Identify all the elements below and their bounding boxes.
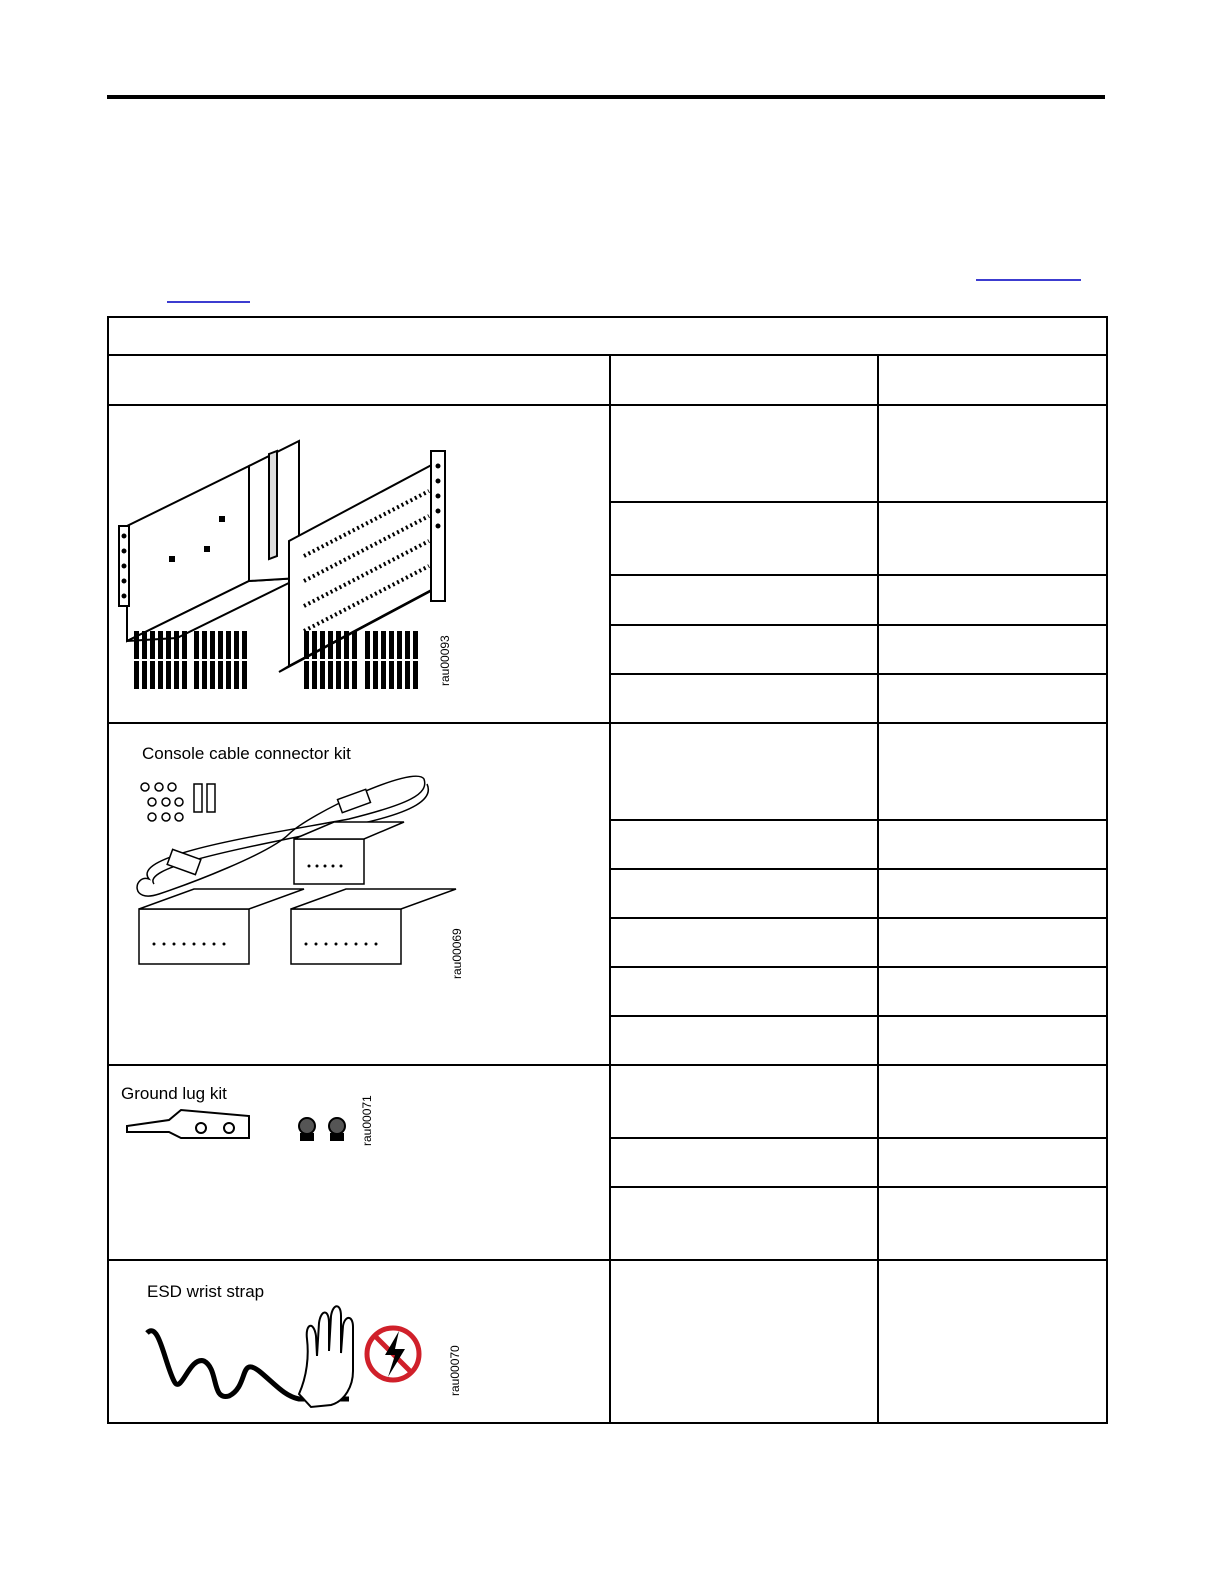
table-cell xyxy=(878,1260,1107,1423)
table-cell xyxy=(610,1016,878,1065)
table-cell xyxy=(878,1016,1107,1065)
table-cell xyxy=(878,1138,1107,1187)
esd-strap-cell xyxy=(108,1260,610,1423)
ground-lug-kit-caption: Ground lug kit xyxy=(121,1084,227,1103)
cross-reference-link-continued[interactable] xyxy=(167,301,250,303)
table-cell xyxy=(610,405,878,502)
table-cell xyxy=(610,967,878,1016)
table-cell xyxy=(610,575,878,625)
table-cell xyxy=(878,1065,1107,1138)
ground-lug-kit-figure-code: rau00071 xyxy=(360,1095,374,1146)
console-kit-figure-code: rau00069 xyxy=(450,928,464,979)
no-static-symbol-icon xyxy=(367,1328,419,1380)
table-title-row xyxy=(108,317,1107,355)
table-cell xyxy=(878,967,1107,1016)
table-cell xyxy=(878,1187,1107,1260)
table-cell xyxy=(878,723,1107,820)
table-row xyxy=(108,1065,1107,1138)
rack-mount-kit-cell xyxy=(108,405,610,723)
table-cell xyxy=(878,820,1107,869)
cross-reference-link[interactable] xyxy=(976,279,1081,281)
console-kit-cell xyxy=(108,723,610,1065)
table-cell xyxy=(610,674,878,723)
table-row xyxy=(108,723,1107,820)
table-cell xyxy=(878,405,1107,502)
header-cell-item xyxy=(108,355,610,405)
table-cell xyxy=(878,625,1107,674)
rack-mount-kit-illustration xyxy=(109,406,609,722)
table-cell xyxy=(610,1065,878,1138)
table-cell xyxy=(878,502,1107,575)
table-cell xyxy=(878,575,1107,625)
table-cell xyxy=(610,1138,878,1187)
console-kit-illustration xyxy=(109,724,609,1066)
accessory-kit-table xyxy=(107,316,1108,1424)
table-cell xyxy=(610,625,878,674)
rack-kit-figure-code: rau00093 xyxy=(438,635,452,686)
esd-strap-figure-code: rau00070 xyxy=(448,1345,462,1396)
table-cell xyxy=(610,502,878,575)
table-cell xyxy=(610,1260,878,1423)
table-cell xyxy=(878,869,1107,918)
table-row xyxy=(108,405,1107,502)
header-cell-part-number xyxy=(878,355,1107,405)
table-cell xyxy=(610,918,878,967)
table-cell xyxy=(878,674,1107,723)
ground-lug-kit-cell xyxy=(108,1065,610,1260)
table-cell xyxy=(610,1187,878,1260)
table-cell xyxy=(610,723,878,820)
table-header-row xyxy=(108,355,1107,405)
header-rule xyxy=(107,95,1105,99)
esd-strap-illustration xyxy=(109,1261,609,1422)
table-row xyxy=(108,1260,1107,1423)
table-cell xyxy=(878,918,1107,967)
ground-lug-kit-illustration xyxy=(109,1066,609,1260)
esd-strap-caption: ESD wrist strap xyxy=(147,1282,265,1301)
table-cell xyxy=(610,869,878,918)
header-cell-description xyxy=(610,355,878,405)
table-title-cell xyxy=(108,317,1107,355)
table-cell xyxy=(610,820,878,869)
console-kit-caption: Console cable connector kit xyxy=(142,744,351,763)
